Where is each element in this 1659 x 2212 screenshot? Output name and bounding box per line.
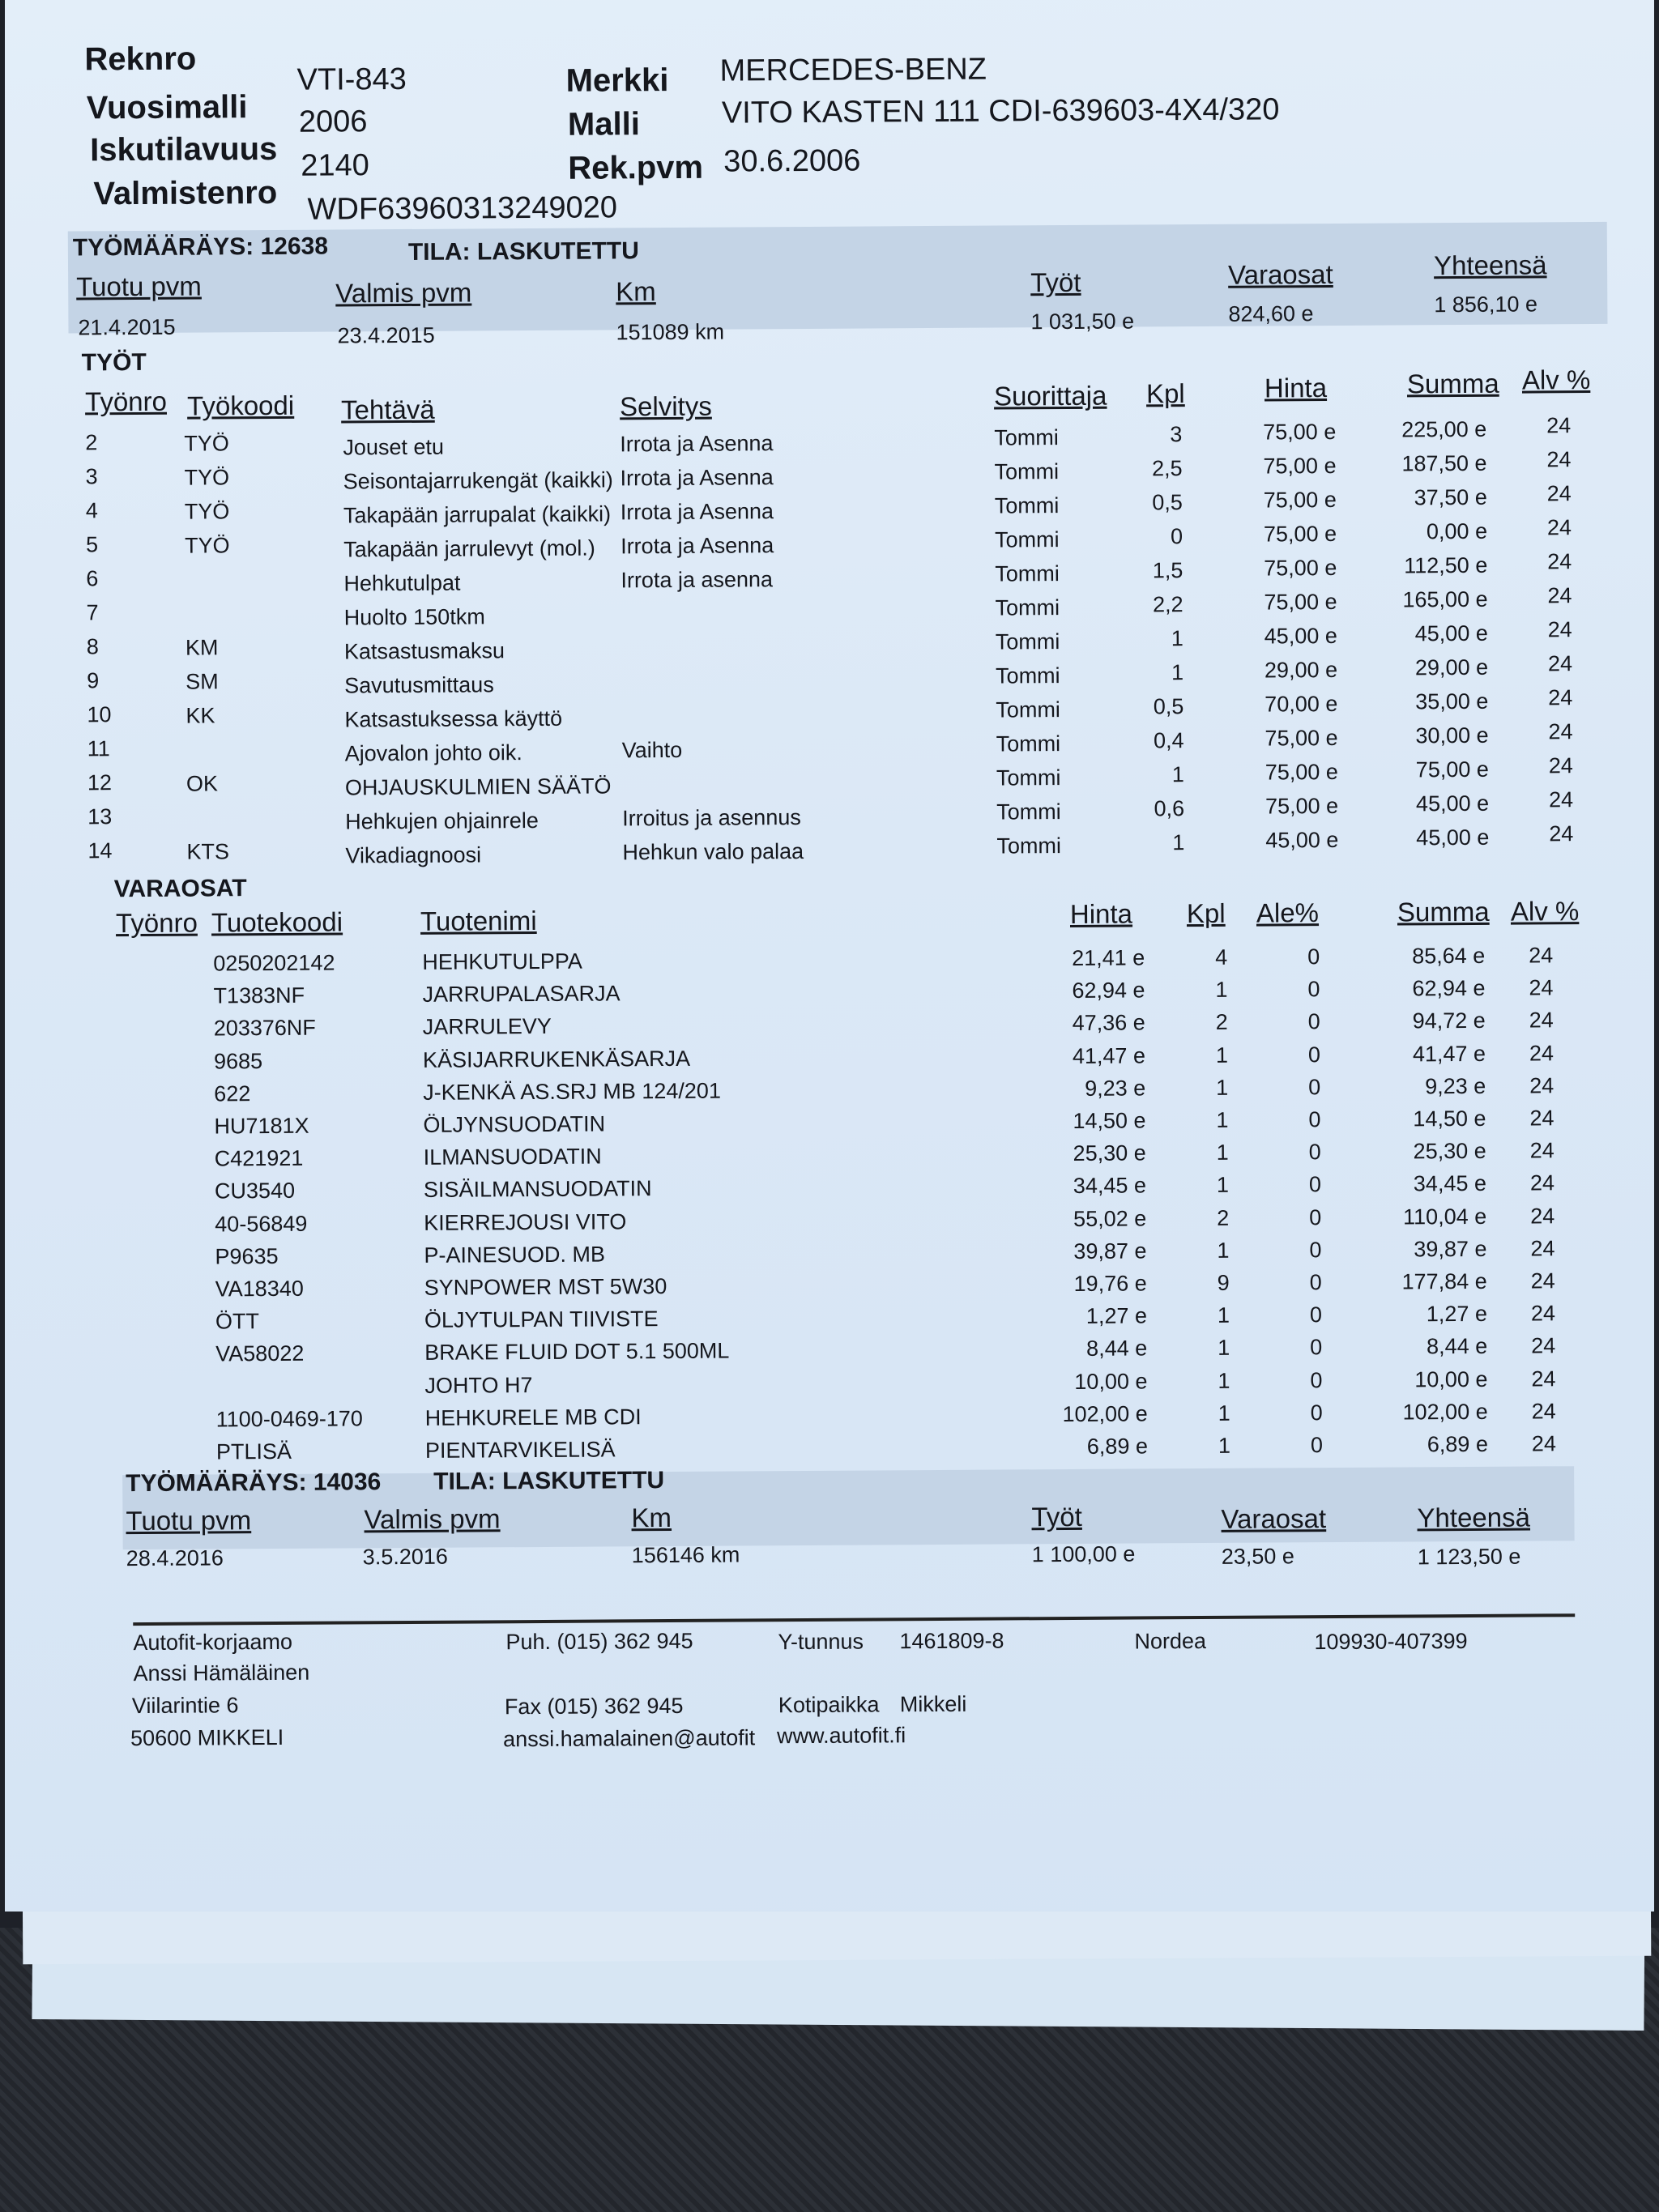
- part-price: 14,50 e: [1073, 1108, 1146, 1133]
- col-tyonro-parts: Työnro: [115, 907, 198, 939]
- footer-email: anssi.hamalainen@autofit: [503, 1725, 756, 1752]
- invoice-page: [5, 0, 1654, 1912]
- tyot-alv: 24: [1547, 549, 1572, 574]
- col-tyonro: Työnro: [84, 386, 168, 417]
- part-name: BRAKE FLUID DOT 5.1 500ML: [424, 1338, 730, 1366]
- part-discount: 0: [1309, 1204, 1322, 1230]
- tyot-alv: 24: [1548, 787, 1574, 812]
- tyot-selvitys: Hehkun valo palaa: [622, 838, 804, 865]
- part-price: 102,00 e: [1062, 1401, 1148, 1426]
- part-name: P-AINESUOD. MB: [424, 1242, 606, 1268]
- col-tyot-2: Työt: [1031, 1501, 1082, 1532]
- tyot-hinta: 45,00 e: [1264, 623, 1337, 649]
- part-price: 19,76 e: [1073, 1271, 1147, 1296]
- part-price: 8,44 e: [1086, 1336, 1148, 1362]
- part-vat: 24: [1531, 1366, 1556, 1392]
- footer-kotipaikka-label: Kotipaikka: [778, 1692, 880, 1718]
- tyot-suorittaja: Tommi: [996, 731, 1061, 757]
- part-qty: 1: [1218, 1433, 1231, 1458]
- tyot-kpl: 1: [1171, 762, 1184, 787]
- tyot-hinta: 75,00 e: [1265, 793, 1339, 819]
- part-discount: 0: [1310, 1367, 1323, 1392]
- part-code: VA58022: [215, 1341, 305, 1366]
- tyot-hinta: 45,00 e: [1265, 827, 1339, 853]
- part-qty: 1: [1218, 1368, 1230, 1393]
- tyot-kpl: 0,5: [1152, 490, 1183, 515]
- tyot-nro: 6: [86, 566, 99, 591]
- footer-street: Viilarintie 6: [131, 1693, 239, 1719]
- part-qty: 1: [1216, 1075, 1229, 1100]
- col-kpl-parts: Kpl: [1186, 897, 1226, 929]
- tyot-selvitys: Vaihto: [621, 737, 683, 763]
- tyot-kpl: 3: [1170, 422, 1183, 447]
- part-discount: 0: [1308, 1140, 1321, 1165]
- tyot-koodi: TYÖ: [185, 533, 230, 558]
- part-qty: 9: [1217, 1270, 1230, 1295]
- tyot-kpl: 0: [1170, 524, 1183, 549]
- part-sum: 41,47 e: [1412, 1041, 1486, 1067]
- tyot-summa: 29,00 e: [1414, 654, 1489, 680]
- tyot-summa: 35,00 e: [1415, 688, 1489, 714]
- part-discount: 0: [1309, 1237, 1322, 1262]
- tyot-tehtava: Katsastusmaksu: [343, 638, 505, 664]
- part-code: 9685: [213, 1048, 263, 1074]
- part-name: ÖLJYNSUODATIN: [423, 1111, 606, 1137]
- tyot-suorittaja: Tommi: [995, 595, 1060, 620]
- part-sum: 25,30 e: [1413, 1139, 1486, 1164]
- part-sum: 10,00 e: [1414, 1366, 1488, 1392]
- tyot-suorittaja: Tommi: [995, 629, 1060, 654]
- tyot-selvitys: Irrota ja Asenna: [620, 465, 774, 491]
- tyot-nro: 8: [86, 634, 100, 659]
- col-ale: Ale%: [1256, 897, 1320, 928]
- tyot-section-title: TYÖT: [81, 348, 147, 377]
- part-discount: 0: [1309, 1270, 1322, 1295]
- rekpvm-label: Rek.pvm: [568, 149, 704, 186]
- tyot-hinta: 75,00 e: [1264, 589, 1337, 615]
- tyot-hinta: 75,00 e: [1264, 555, 1337, 581]
- value-km-2: 156146 km: [631, 1542, 740, 1568]
- tyot-tehtava: Ajovalon johto oik.: [344, 740, 522, 766]
- part-vat: 24: [1529, 1106, 1555, 1131]
- footer-person: Anssi Hämäläinen: [133, 1660, 310, 1686]
- part-sum: 177,84 e: [1401, 1268, 1487, 1294]
- tyot-nro: 2: [85, 430, 98, 455]
- tyot-summa: 45,00 e: [1416, 825, 1490, 850]
- part-qty: 2: [1215, 1010, 1228, 1035]
- part-sum: 62,94 e: [1412, 976, 1486, 1001]
- part-discount: 0: [1308, 1074, 1321, 1099]
- part-name: HEHKURELE MB CDI: [424, 1404, 642, 1430]
- part-qty: 1: [1217, 1302, 1230, 1328]
- tyot-koodi: TYÖ: [184, 499, 230, 524]
- part-name: SISÄILMANSUODATIN: [423, 1176, 652, 1203]
- part-price: 41,47 e: [1072, 1043, 1146, 1068]
- iskutilavuus-value: 2140: [301, 148, 369, 183]
- value-tuotu-pvm-2: 28.4.2016: [126, 1545, 224, 1571]
- part-code: 622: [214, 1080, 251, 1106]
- reknro-value: VTI-843: [296, 62, 407, 97]
- part-code: 1100-0469-170: [215, 1406, 363, 1432]
- col-tyot: Työt: [1030, 266, 1081, 298]
- tyot-tehtava: Seisontajarrukengät (kaikki): [343, 467, 613, 494]
- part-sum: 102,00 e: [1402, 1399, 1488, 1425]
- tyot-kpl: 0,4: [1153, 728, 1184, 753]
- part-sum: 85,64 e: [1412, 943, 1486, 969]
- part-code: VA18340: [215, 1276, 304, 1302]
- col-yhteensa-2: Yhteensä: [1417, 1502, 1531, 1533]
- tyot-summa: 30,00 e: [1415, 722, 1489, 748]
- tyot-kpl: 1: [1172, 830, 1185, 855]
- merkki-value: MERCEDES-BENZ: [719, 52, 987, 88]
- tyot-hinta: 75,00 e: [1263, 453, 1337, 479]
- part-code: HU7181X: [214, 1113, 309, 1139]
- part-name: KIERREJOUSI VITO: [424, 1208, 627, 1235]
- part-discount: 0: [1310, 1433, 1324, 1458]
- tyot-kpl: 1,5: [1152, 558, 1183, 583]
- order-status-2: TILA: LASKUTETTU: [433, 1467, 665, 1495]
- tyot-summa: 187,50 e: [1401, 450, 1487, 476]
- footer-company: Autofit-korjaamo: [133, 1629, 293, 1656]
- part-sum: 14,50 e: [1413, 1106, 1486, 1132]
- tyot-summa: 45,00 e: [1415, 791, 1490, 816]
- tyot-alv: 24: [1546, 413, 1572, 438]
- tyot-kpl: 1: [1171, 626, 1183, 651]
- value-valmis-pvm: 23.4.2015: [337, 322, 435, 348]
- col-suorittaja: Suorittaja: [993, 380, 1107, 411]
- tyot-summa: 45,00 e: [1414, 620, 1488, 646]
- tyot-koodi: SM: [186, 669, 219, 694]
- tyot-nro: 5: [86, 532, 99, 557]
- tyot-tehtava: Huolto 150tkm: [343, 604, 485, 630]
- tyot-suorittaja: Tommi: [996, 697, 1060, 722]
- tyot-hinta: 75,00 e: [1263, 521, 1337, 547]
- part-price: 62,94 e: [1072, 978, 1145, 1004]
- part-sum: 110,04 e: [1403, 1204, 1487, 1230]
- part-name: J-KENKÄ AS.SRJ MB 124/201: [423, 1078, 722, 1105]
- col-km-2: Km: [631, 1502, 672, 1533]
- col-tuotekoodi: Tuotekoodi: [211, 906, 343, 938]
- malli-label: Malli: [567, 106, 640, 143]
- tyot-tehtava: Vikadiagnoosi: [345, 842, 482, 868]
- varaosat-section-title: VARAOSAT: [113, 875, 247, 903]
- part-discount: 0: [1309, 1302, 1323, 1328]
- part-name: JARRUPALASARJA: [422, 981, 621, 1008]
- part-vat: 24: [1529, 1008, 1554, 1033]
- part-discount: 0: [1310, 1400, 1323, 1425]
- part-vat: 24: [1529, 1073, 1555, 1098]
- tyot-hinta: 75,00 e: [1263, 487, 1337, 513]
- tyot-koodi: TYÖ: [184, 465, 230, 490]
- reknro-label: Reknro: [84, 40, 197, 78]
- footer-bank: Nordea: [1134, 1628, 1207, 1654]
- footer-fax: Fax (015) 362 945: [504, 1693, 684, 1720]
- tyot-tehtava: OHJAUSKULMIEN SÄÄTÖ: [344, 774, 612, 800]
- part-price: 39,87 e: [1073, 1238, 1147, 1264]
- col-varaosat-2: Varaosat: [1221, 1503, 1327, 1534]
- tyot-summa: 37,50 e: [1414, 484, 1487, 510]
- part-price: 9,23 e: [1085, 1076, 1146, 1101]
- part-vat: 24: [1531, 1431, 1557, 1456]
- part-name: HEHKUTULPPA: [422, 948, 582, 974]
- part-code: 40-56849: [215, 1211, 308, 1237]
- part-sum: 34,45 e: [1413, 1171, 1487, 1196]
- tyot-alv: 24: [1546, 515, 1572, 540]
- footer-account: 109930-407399: [1314, 1629, 1468, 1655]
- part-vat: 24: [1531, 1399, 1556, 1424]
- value-tyot: 1 031,50 e: [1030, 309, 1135, 335]
- tyot-suorittaja: Tommi: [994, 425, 1059, 450]
- col-summa-parts: Summa: [1397, 896, 1490, 927]
- order-number-2: TYÖMÄÄRÄYS: 14036: [126, 1468, 382, 1498]
- tyot-suorittaja: Tommi: [994, 493, 1060, 518]
- part-sum: 9,23 e: [1425, 1073, 1486, 1099]
- part-discount: 0: [1307, 1009, 1320, 1034]
- part-discount: 0: [1310, 1335, 1323, 1360]
- part-price: 34,45 e: [1073, 1173, 1147, 1199]
- tyot-koodi: KK: [186, 703, 215, 728]
- tyot-nro: 13: [87, 804, 113, 829]
- col-selvitys: Selvitys: [619, 390, 712, 422]
- part-code: 0250202142: [213, 950, 335, 976]
- tyot-nro: 14: [87, 838, 113, 863]
- part-sum: 1,27 e: [1426, 1302, 1488, 1327]
- rekpvm-value: 30.6.2006: [723, 143, 861, 179]
- part-vat: 24: [1529, 1138, 1555, 1163]
- tyot-selvitys: Irrota ja Asenna: [621, 533, 774, 559]
- tyot-alv: 24: [1546, 447, 1572, 472]
- part-qty: 2: [1217, 1205, 1230, 1230]
- part-discount: 0: [1308, 1172, 1322, 1197]
- value-tyot-2: 1 100,00 e: [1031, 1541, 1136, 1567]
- part-qty: 4: [1215, 944, 1228, 970]
- tyot-alv: 24: [1548, 685, 1573, 710]
- part-vat: 24: [1529, 943, 1554, 968]
- value-valmis-pvm-2: 3.5.2016: [362, 1544, 448, 1570]
- part-price: 47,36 e: [1072, 1010, 1145, 1036]
- part-vat: 24: [1530, 1236, 1555, 1261]
- tyot-hinta: 75,00 e: [1265, 759, 1338, 785]
- part-name: KÄSIJARRUKENKÄSARJA: [422, 1046, 691, 1072]
- col-varaosat: Varaosat: [1227, 258, 1333, 290]
- part-vat: 24: [1529, 975, 1554, 1000]
- tyot-kpl: 1: [1171, 660, 1184, 685]
- footer-divider: [133, 1613, 1575, 1626]
- col-valmis-pvm: Valmis pvm: [335, 277, 472, 309]
- part-qty: 1: [1215, 977, 1228, 1003]
- tyot-tehtava: Jouset etu: [343, 434, 445, 460]
- col-tuotu-pvm-2: Tuotu pvm: [126, 1505, 252, 1536]
- vuosimalli-value: 2006: [298, 104, 368, 139]
- part-price: 21,41 e: [1072, 945, 1145, 970]
- part-discount: 0: [1308, 1107, 1321, 1132]
- tyot-selvitys: Irroitus ja asennus: [622, 805, 801, 831]
- footer-city: 50600 MIKKELI: [130, 1724, 284, 1751]
- col-km: Km: [616, 276, 656, 307]
- part-price: 1,27 e: [1085, 1303, 1148, 1329]
- tyot-alv: 24: [1546, 481, 1572, 506]
- part-sum: 8,44 e: [1427, 1334, 1488, 1359]
- tyot-tehtava: Takapään jarrulevyt (mol.): [343, 535, 595, 562]
- part-name: SYNPOWER MST 5W30: [424, 1274, 667, 1300]
- part-code: P9635: [215, 1243, 279, 1269]
- footer-ytunnus: 1461809-8: [899, 1628, 1004, 1654]
- col-tehtava: Tehtävä: [340, 394, 435, 425]
- tyot-suorittaja: Tommi: [996, 833, 1061, 859]
- part-vat: 24: [1529, 1170, 1555, 1196]
- tyot-alv: 24: [1548, 753, 1573, 778]
- col-tuotenimi: Tuotenimi: [420, 906, 537, 936]
- tyot-nro: 10: [87, 702, 112, 727]
- tyot-nro: 11: [87, 736, 110, 761]
- tyot-hinta: 75,00 e: [1265, 725, 1338, 751]
- col-alv-parts: Alv %: [1510, 896, 1580, 927]
- part-sum: 94,72 e: [1412, 1008, 1486, 1034]
- col-hinta: Hinta: [1264, 373, 1328, 403]
- part-code: C421921: [214, 1145, 304, 1171]
- tyot-hinta: 75,00 e: [1263, 419, 1337, 445]
- tyot-summa: 75,00 e: [1415, 757, 1489, 782]
- tyot-nro: 7: [86, 600, 99, 625]
- value-yhteensa: 1 856,10 e: [1434, 292, 1538, 318]
- tyot-kpl: 0,5: [1153, 694, 1184, 719]
- tyot-alv: 24: [1549, 821, 1574, 846]
- footer-phone: Puh. (015) 362 945: [505, 1628, 693, 1655]
- tyot-suorittaja: Tommi: [994, 459, 1060, 484]
- part-name: JOHTO H7: [424, 1372, 533, 1398]
- tyot-alv: 24: [1547, 617, 1572, 642]
- tyot-selvitys: Irrota ja Asenna: [620, 431, 774, 457]
- tyot-summa: 0,00 e: [1426, 518, 1488, 544]
- valmistenro-label: Valmistenro: [93, 174, 278, 212]
- value-tuotu-pvm: 21.4.2015: [78, 314, 176, 340]
- col-kpl: Kpl: [1145, 378, 1185, 409]
- order-status: TILA: LASKUTETTU: [407, 237, 639, 266]
- tyot-selvitys: Irrota ja Asenna: [620, 499, 774, 525]
- part-vat: 24: [1530, 1301, 1556, 1326]
- value-varaosat-2: 23,50 e: [1221, 1544, 1294, 1569]
- value-varaosat: 824,60 e: [1228, 301, 1314, 326]
- part-code: 203376NF: [213, 1016, 316, 1041]
- tyot-nro: 12: [87, 770, 113, 795]
- part-name: ÖLJYTULPAN TIIVISTE: [424, 1306, 659, 1333]
- part-code: CU3540: [214, 1178, 296, 1204]
- col-summa: Summa: [1406, 368, 1499, 399]
- tyot-suorittaja: Tommi: [995, 527, 1060, 552]
- part-discount: 0: [1307, 944, 1320, 970]
- part-price: 10,00 e: [1074, 1369, 1148, 1394]
- part-vat: 24: [1531, 1333, 1556, 1358]
- part-qty: 1: [1218, 1400, 1230, 1426]
- tyot-tehtava: Hehkujen ohjainrele: [345, 808, 539, 834]
- tyot-suorittaja: Tommi: [996, 799, 1061, 825]
- tyot-suorittaja: Tommi: [996, 663, 1060, 688]
- col-valmis-pvm-2: Valmis pvm: [364, 1503, 501, 1535]
- tyot-nro: 9: [87, 668, 100, 693]
- part-name: JARRULEVY: [422, 1014, 552, 1040]
- part-name: PIENTARVIKELISÄ: [424, 1437, 616, 1463]
- tyot-summa: 225,00 e: [1401, 416, 1487, 442]
- col-yhteensa: Yhteensä: [1433, 249, 1547, 281]
- footer-website: www.autofit.fi: [777, 1723, 906, 1749]
- part-qty: 1: [1218, 1336, 1230, 1361]
- part-qty: 1: [1216, 1140, 1229, 1166]
- tyot-nro: 3: [85, 464, 98, 489]
- part-name: ILMANSUODATIN: [423, 1144, 602, 1170]
- part-discount: 0: [1307, 1042, 1321, 1067]
- tyot-tehtava: Katsastuksessa käyttö: [344, 705, 563, 732]
- tyot-tehtava: Savutusmittaus: [344, 672, 494, 698]
- col-alv: Alv %: [1521, 364, 1591, 395]
- tyot-summa: 165,00 e: [1402, 586, 1488, 612]
- tyot-kpl: 2,2: [1152, 592, 1183, 617]
- value-yhteensa-2: 1 123,50 e: [1417, 1544, 1521, 1570]
- tyot-alv: 24: [1547, 651, 1573, 676]
- tyot-kpl: 0,6: [1154, 796, 1185, 821]
- part-qty: 1: [1217, 1238, 1230, 1263]
- tyot-koodi: KM: [185, 635, 219, 660]
- part-vat: 24: [1530, 1203, 1555, 1229]
- tyot-suorittaja: Tommi: [995, 561, 1060, 586]
- part-code: ÖTT: [215, 1309, 260, 1334]
- col-tuotu-pvm: Tuotu pvm: [76, 271, 202, 302]
- tyot-koodi: TYÖ: [184, 431, 229, 456]
- merkki-label: Merkki: [565, 62, 669, 99]
- part-price: 6,89 e: [1086, 1434, 1149, 1459]
- part-sum: 39,87 e: [1414, 1236, 1487, 1262]
- part-sum: 6,89 e: [1427, 1431, 1489, 1457]
- tyot-nro: 4: [85, 498, 98, 523]
- value-km: 151089 km: [616, 319, 725, 345]
- iskutilavuus-label: Iskutilavuus: [89, 130, 278, 168]
- part-vat: 24: [1529, 1040, 1555, 1066]
- tyot-alv: 24: [1547, 583, 1572, 608]
- part-qty: 1: [1216, 1107, 1229, 1132]
- order-number: TYÖMÄÄRÄYS: 12638: [72, 232, 329, 262]
- tyot-summa: 112,50 e: [1404, 552, 1488, 578]
- part-code: T1383NF: [213, 982, 305, 1008]
- tyot-tehtava: Takapään jarrupalat (kaikki): [343, 501, 612, 528]
- col-tyokoodi: Työkoodi: [186, 390, 295, 421]
- tyot-hinta: 70,00 e: [1265, 691, 1338, 717]
- tyot-kpl: 2,5: [1151, 456, 1183, 481]
- tyot-tehtava: Hehkutulpat: [343, 570, 461, 596]
- tyot-koodi: OK: [186, 771, 219, 796]
- invoice-document: [5, 0, 1654, 1912]
- part-discount: 0: [1307, 977, 1320, 1002]
- vuosimalli-label: Vuosimalli: [86, 89, 248, 126]
- valmistenro-value: WDF6396031324902​0: [307, 190, 618, 227]
- col-hinta-parts: Hinta: [1069, 898, 1133, 929]
- tyot-suorittaja: Tommi: [996, 765, 1061, 791]
- part-price: 55,02 e: [1073, 1206, 1147, 1231]
- part-vat: 24: [1530, 1268, 1555, 1294]
- part-qty: 1: [1216, 1173, 1230, 1198]
- tyot-selvitys: Irrota ja asenna: [621, 567, 774, 593]
- tyot-koodi: KTS: [186, 839, 230, 864]
- part-price: 25,30 e: [1073, 1140, 1146, 1166]
- footer-ytunnus-label: Y-tunnus: [778, 1629, 864, 1655]
- part-code: PTLISÄ: [215, 1438, 292, 1464]
- tyot-alv: 24: [1548, 719, 1573, 744]
- tyot-hinta: 29,00 e: [1264, 657, 1338, 683]
- part-qty: 1: [1215, 1042, 1229, 1068]
- malli-value: VITO KASTEN 111 CDI-639603-4X4/320: [721, 92, 1280, 130]
- footer-kotipaikka: Mikkeli: [899, 1691, 967, 1717]
